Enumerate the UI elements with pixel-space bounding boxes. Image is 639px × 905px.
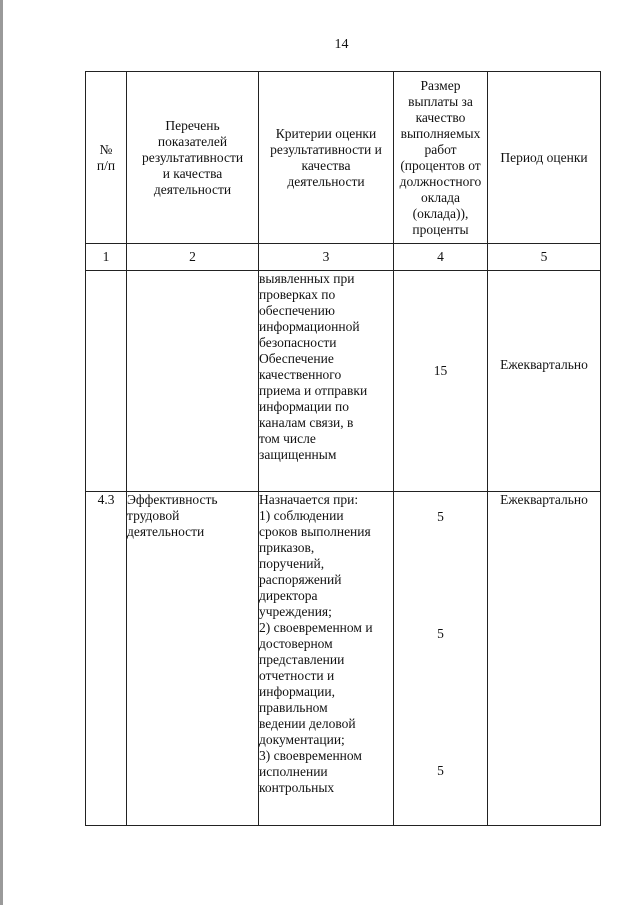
header-period: Период оценки [488,72,601,244]
page-number: 14 [334,37,349,52]
payment-percent-1: 5 [437,509,444,524]
indicators-table [85,71,601,826]
criteria-text: Назначается при: 1) соблюдении сроков выполнения приказов, поручений, распоряжений директора учреждения; 2) своевременном и достоверном представлении отчетности и информации, правильном ведении деловой документации; 3) своевременном исполнении контрольных [259,492,394,826]
payment-percent [394,492,488,826]
column-number-1: 1 [86,244,127,271]
header-criteria: Критерии оценки результативности и качества деятельности [259,72,394,244]
column-number-3: 3 [259,244,394,271]
header-row [86,72,601,244]
column-number-row [86,244,601,271]
criteria-text: выявленных при проверках по обеспечению информационной безопасности Обеспечение качественного приема и отправки информации по каналам связи, в том числе защищенным [259,271,394,492]
indicator-name [127,271,259,492]
indicator-name: Эффективность трудовой деятельности [127,492,259,826]
evaluation-period: Ежеквартально [488,271,601,492]
payment-percent-3: 5 [437,763,444,778]
header-indicators: Перечень показателей результативности и качества деятельности [127,72,259,244]
payment-percent: 15 [394,271,488,492]
evaluation-period: Ежеквартально [488,492,601,826]
column-number-2: 2 [127,244,259,271]
payment-percent-2: 5 [437,626,444,641]
column-number-4: 4 [394,244,488,271]
table-row [86,492,601,826]
header-number: № п/п [86,72,127,244]
scan-edge [0,0,3,905]
column-number-5: 5 [488,244,601,271]
table-row [86,271,601,492]
row-number [86,271,127,492]
row-number: 4.3 [86,492,127,826]
header-payment-size: Размер выплаты за качество выполняемых работ (процентов от должностного оклада (оклада)), проценты [394,72,488,244]
